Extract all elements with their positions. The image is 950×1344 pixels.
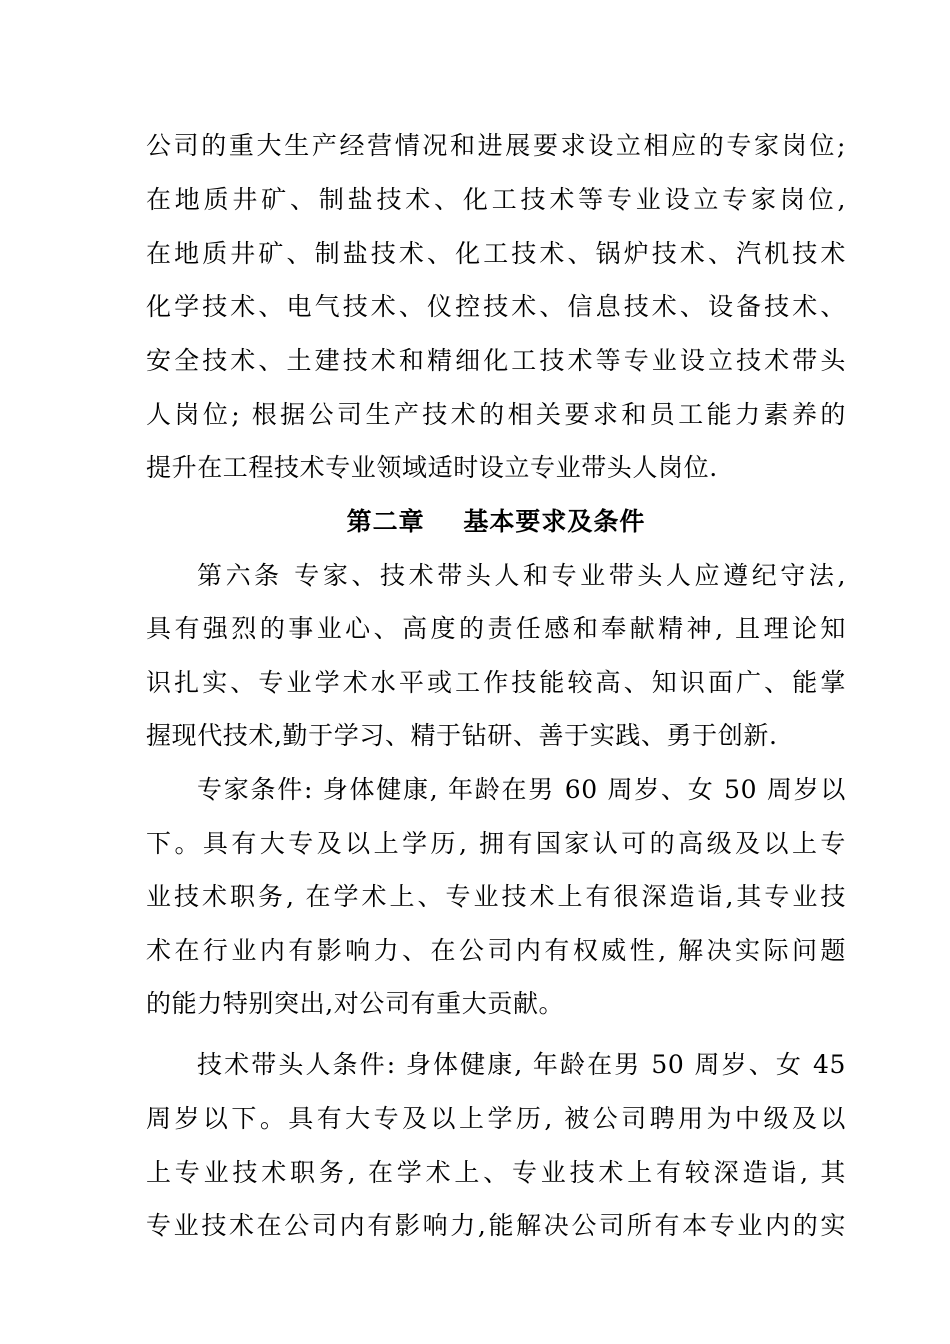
article-line: 识扎实、专业学术水平或工作技能较高、知识面广、能掌: [146, 668, 846, 697]
tech-leader-line: 上专业技术职务, 在学术上、专业技术上有较深造诣, 其: [146, 1158, 846, 1187]
article-line: 第六条 专家、技术带头人和专业带头人应遵纪守法,: [197, 561, 846, 590]
tech-leader-line: 周岁以下。具有大专及以上学历, 被公司聘用为中级及以: [146, 1104, 846, 1133]
expert-conditions-line: 术在行业内有影响力、在公司内有权威性, 解决实际问题: [146, 936, 846, 965]
article-line: 握现代技术,勤于学习、精于钻研、善于实践、勇于创新.: [146, 721, 778, 750]
text-line: 在地质井矿、制盐技术、化工技术、锅炉技术、汽机技术: [146, 239, 846, 268]
text-line: 在地质井矿、制盐技术、化工技术等专业设立专家岗位,: [146, 185, 846, 214]
expert-conditions-line: 业技术职务, 在学术上、专业技术上有很深造诣,其专业技: [146, 882, 846, 911]
expert-conditions-line: 下。具有大专及以上学历, 拥有国家认可的高级及以上专: [146, 829, 846, 858]
text-line: 安全技术、土建技术和精细化工技术等专业设立技术带头: [146, 346, 846, 375]
text-line: 人岗位; 根据公司生产技术的相关要求和员工能力素养的: [146, 400, 846, 429]
tech-leader-line: 专业技术在公司内有影响力,能解决公司所有本专业内的实: [146, 1211, 846, 1240]
text-line: 化学技术、电气技术、仪控技术、信息技术、设备技术、: [146, 292, 846, 321]
article-line: 具有强烈的事业心、高度的责任感和奉献精神, 且理论知: [146, 614, 846, 643]
chapter-heading: 第二章 基本要求及条件: [346, 507, 646, 536]
expert-conditions-line: 的能力特别突出,对公司有重大贡献。: [146, 989, 565, 1018]
tech-leader-line: 技术带头人条件: 身体健康, 年龄在男 50 周岁、女 45: [197, 1050, 846, 1079]
text-line: 提升在工程技术专业领域适时设立专业带头人岗位.: [146, 453, 718, 482]
text-line: 公司的重大生产经营情况和进展要求设立相应的专家岗位;: [146, 131, 846, 160]
expert-conditions-line: 专家条件: 身体健康, 年龄在男 60 周岁、女 50 周岁以: [197, 775, 846, 804]
